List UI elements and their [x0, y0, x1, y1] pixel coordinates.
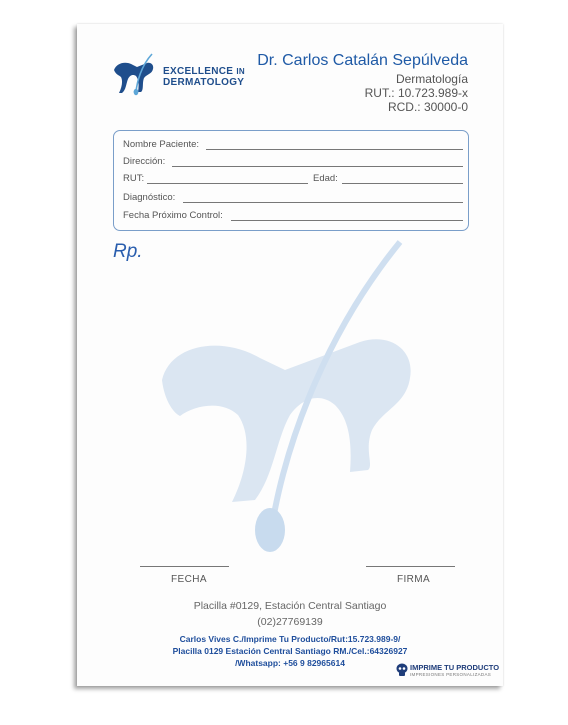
rut-line[interactable] — [147, 183, 308, 184]
doctor-rut: RUT.: 10.723.989-x — [364, 86, 468, 100]
sign-label: FIRMA — [397, 574, 431, 585]
next-control-line[interactable] — [231, 220, 463, 221]
sign-signature-line[interactable] — [366, 566, 455, 567]
rp-label: Rp. — [113, 241, 143, 262]
logo-wordmark — [163, 66, 245, 88]
age-label: Edad: — [313, 173, 338, 184]
age-line[interactable] — [342, 183, 463, 184]
footer-address: Placilla #0129, Estación Central Santiago — [193, 600, 387, 612]
address-line[interactable] — [172, 166, 463, 167]
patient-name-label: Nombre Paciente: — [123, 139, 200, 150]
doctor-rcd: RCD.: 30000-0 — [387, 100, 468, 114]
diagnosis-line[interactable] — [183, 202, 463, 203]
date-label: FECHA — [171, 574, 207, 585]
patient-name-line[interactable] — [206, 149, 463, 150]
print-info-line2: Placilla 0129 Estación Central Santiago RM./Cel.:64326927 — [172, 646, 408, 656]
print-info-line3: /Whatsapp: +56 9 82965614 — [235, 658, 345, 668]
brand-tagline: IMPRESIONES PERSONALIZADAS — [410, 672, 492, 677]
next-control-label: Fecha Próximo Control: — [123, 210, 223, 221]
footer-phone: (02)27769139 — [257, 616, 323, 628]
doctor-specialty: Dermatología — [395, 72, 468, 86]
logo-line1: EXCELLENCE — [163, 66, 234, 77]
doctor-name: Dr. Carlos Catalán Sepúlveda — [257, 52, 468, 69]
logo-watermark-icon — [160, 240, 420, 560]
rut-label: RUT: — [123, 173, 145, 184]
dermatology-logo-icon — [111, 52, 157, 98]
logo-line1-in: IN — [236, 67, 245, 76]
diagnosis-label: Diagnóstico: — [123, 192, 176, 203]
logo-line2: DERMATOLOGY — [163, 77, 245, 88]
print-info-line1: Carlos Vives C./Imprime Tu Producto/Rut:15.723.989-9/ — [179, 634, 401, 644]
date-signature-line[interactable] — [140, 566, 229, 567]
brand-name: IMPRIME TU PRODUCTO — [410, 663, 500, 672]
address-label: Dirección: — [123, 156, 166, 167]
skull-icon — [396, 663, 408, 677]
printer-brand — [396, 661, 506, 681]
